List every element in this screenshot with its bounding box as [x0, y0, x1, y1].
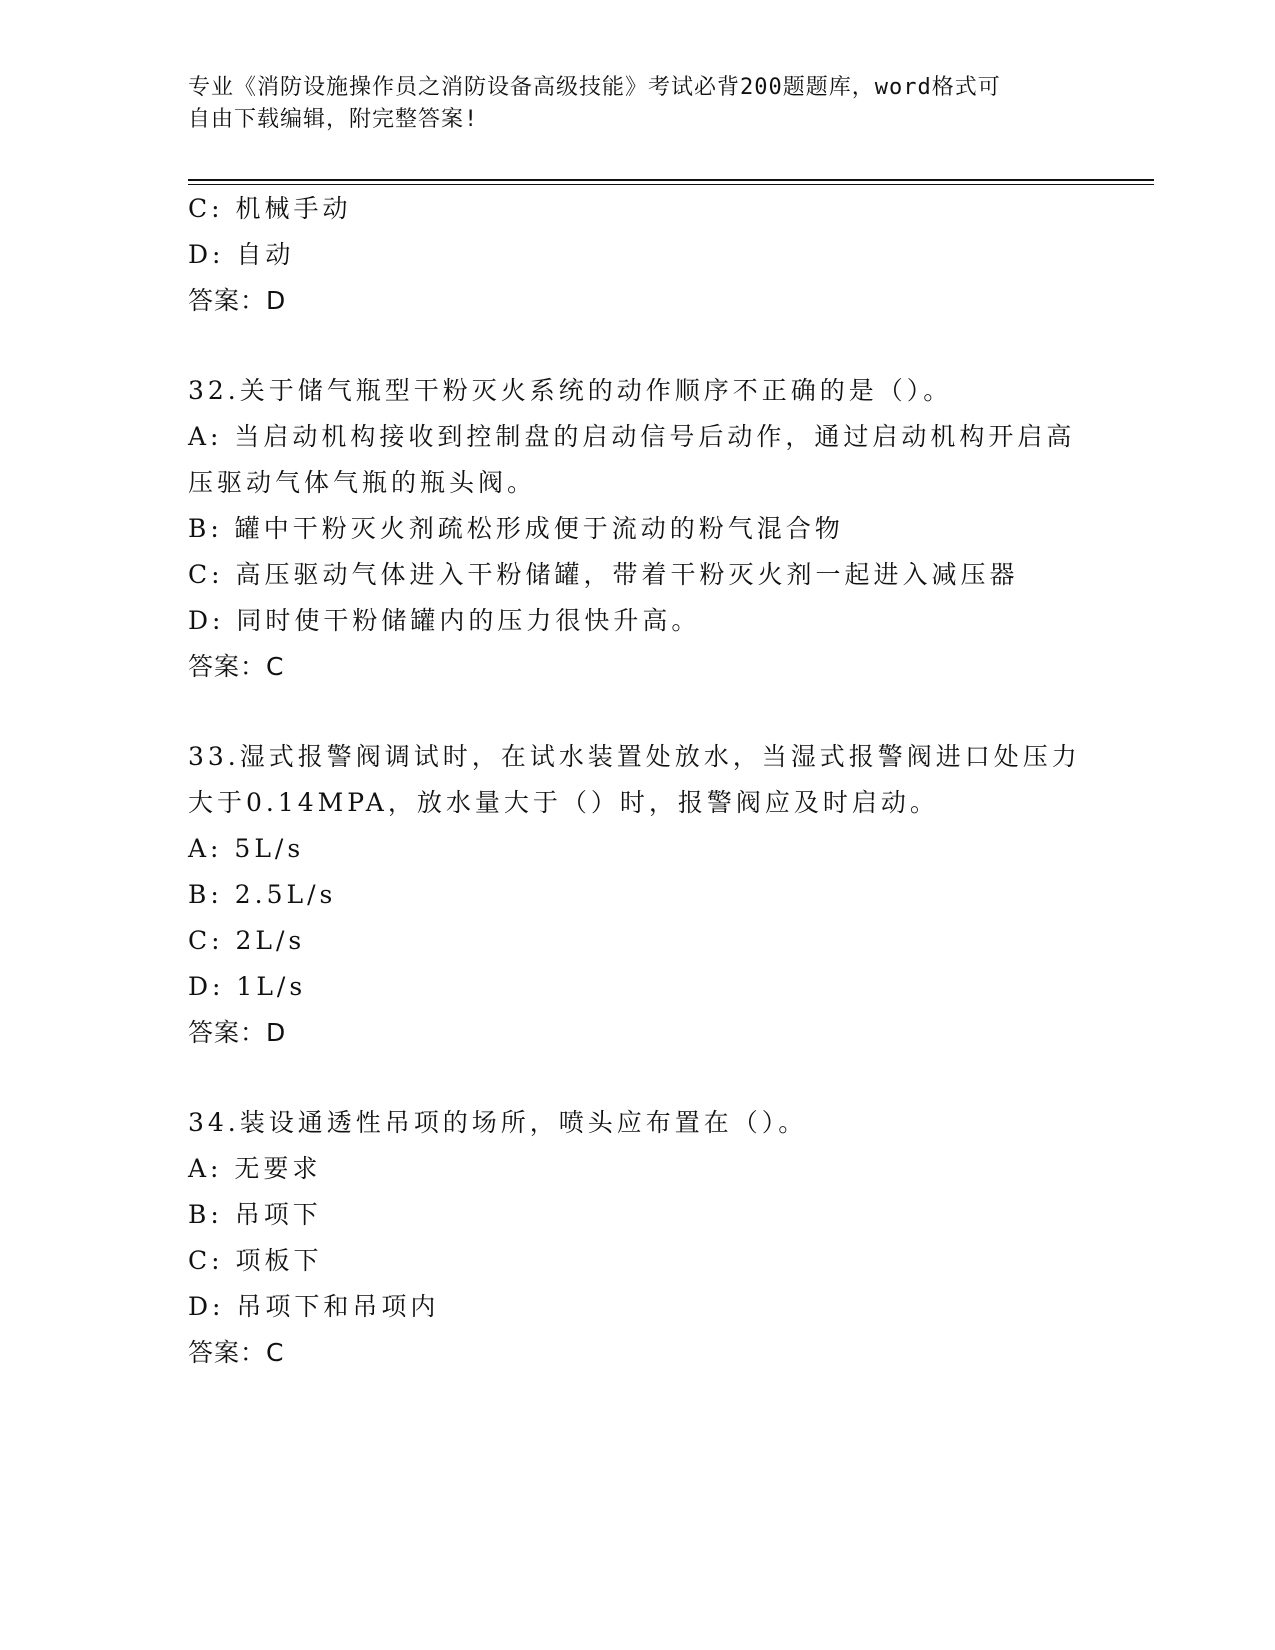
- answer-line: 答案：C: [188, 652, 285, 681]
- option-b: B: 吊项下: [188, 1200, 322, 1229]
- header-divider-thin: [188, 184, 1154, 185]
- option-a: A: 5L/s: [188, 834, 305, 863]
- question-text: 34.装设通透性吊项的场所，喷头应布置在（）。: [188, 1108, 808, 1137]
- answer-line: 答案：D: [188, 1018, 287, 1047]
- option-a-continued: 压驱动气体气瓶的瓶头阀。: [188, 468, 537, 497]
- header-title-line-1: 专业《消防设施操作员之消防设备高级技能》考试必背200题题库，word格式可: [188, 75, 1001, 100]
- question-text-continued: 大于0.14MPA，放水量大于（）时，报警阀应及时启动。: [188, 788, 939, 817]
- option-c: C: 机械手动: [188, 194, 352, 223]
- option-d: D: 吊项下和吊项内: [188, 1292, 440, 1321]
- question-text: 32.关于储气瓶型干粉灭火系统的动作顺序不正确的是（）。: [188, 376, 953, 405]
- page-header: [188, 72, 1068, 136]
- option-b: B: 2.5L/s: [188, 880, 337, 909]
- spacer: [188, 1056, 1088, 1100]
- option-a: A: 无要求: [188, 1154, 322, 1183]
- option-d: D: 1L/s: [188, 972, 307, 1001]
- question-33: [188, 734, 1088, 1056]
- header-divider: [188, 179, 1154, 181]
- document-body: [188, 186, 1088, 1376]
- answer-line: 答案：C: [188, 1338, 285, 1367]
- option-a: A: 当启动机构接收到控制盘的启动信号后动作，通过启动机构开启高: [188, 422, 1076, 451]
- option-d: D: 自动: [188, 240, 295, 269]
- answer-line: 答案：D: [188, 286, 287, 315]
- header-title-line-2: 自由下载编辑，附完整答案!: [188, 107, 479, 132]
- spacer: [188, 324, 1088, 368]
- question-32: [188, 368, 1088, 690]
- option-c: C: 2L/s: [188, 926, 306, 955]
- option-c: C: 项板下: [188, 1246, 323, 1275]
- option-d: D: 同时使干粉储罐内的压力很快升高。: [188, 606, 701, 635]
- question-34: [188, 1100, 1088, 1376]
- question-31-continued: [188, 186, 1088, 324]
- option-c: C: 高压驱动气体进入干粉储罐，带着干粉灭火剂一起进入减压器: [188, 560, 1019, 589]
- question-text: 33.湿式报警阀调试时，在试水装置处放水，当湿式报警阀进口处压力: [188, 742, 1081, 771]
- spacer: [188, 690, 1088, 734]
- option-b: B: 罐中干粉灭火剂疏松形成便于流动的粉气混合物: [188, 514, 844, 543]
